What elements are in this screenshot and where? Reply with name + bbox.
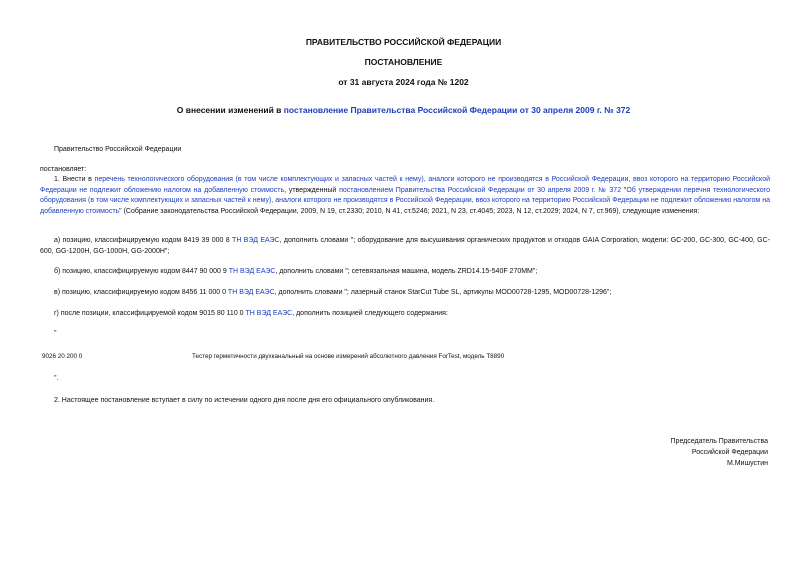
item-b-start: б) позицию, классифицируемую кодом 8447 90 000 9 [54, 268, 229, 275]
government-title: ПРАВИТЕЛЬСТВО РОССИЙСКОЙ ФЕДЕРАЦИИ [305, 37, 502, 47]
item-b [54, 267, 537, 278]
p1-mid1: , утвержденный [284, 186, 340, 194]
item-v-end: , дополнить словами "; лазерный станок StarCut Tube SL, артикулы MOD00728-1295, MOD00728-1296"; [274, 289, 612, 296]
quote-close: ". [54, 375, 59, 382]
tnved-link-v[interactable]: ТН ВЭД ЕАЭС [227, 289, 275, 296]
p1-end: " (Собрание законодательства Российской Федерации, 2009, N 19, ст.2330; 2010, N 41, ст.5246; 2021, N 23, ст.4045; 2023, N 12, ст.2029; 2024, N 7, ст.969), следующие изменения: [119, 207, 700, 215]
document-date-number: от 31 августа 2024 года № 1202 [338, 77, 469, 87]
document-subject [0, 105, 807, 115]
signature-name: М.Мишустин [726, 460, 768, 467]
item-a-end: , дополнить словами "; оборудование для высушивания органических продуктов и отходов GAIA Corporation, модели: GC-200, GC-300, GC-400, GC-600, GG-1200H, GG-1000H, GG-2000H"; [40, 237, 771, 255]
item-b-end: , дополнить словами "; сетевязальная машина, модель ZRD14.15-540F 270MM"; [275, 268, 538, 275]
item-g-end: , дополнить позицией следующего содержания: [292, 310, 448, 317]
issuer-text: Правительство Российской Федерации [54, 146, 182, 153]
decree-372-link[interactable]: постановлением Правительства Российской Федерации от 30 апреля 2009 г. № 372 [339, 186, 622, 194]
document-type: ПОСТАНОВЛЕНИЕ [364, 57, 443, 67]
subject-prefix: О внесении изменений в [176, 105, 284, 115]
paragraph-2: 2. Настоящее постановление вступает в силу по истечении одного дня после дня его официального опубликования. [54, 397, 435, 404]
decree-title-link[interactable]: Об утверждении перечня технологического оборудования (в том числе комплектующих и запасных частей к нему), аналоги которого не производятся в Российской Федерации, ввоз которого на территорию Российской Федерации не подлежит обложению налогом на добавленную стоимость [40, 186, 770, 215]
item-a [40, 236, 770, 257]
tnved-link-a[interactable]: ТН ВЭД ЕАЭС [232, 237, 280, 244]
item-g-start: г) после позиции, классифицируемой кодом 9015 80 110 0 [54, 310, 246, 317]
signature-title-line2: Российской Федерации [691, 449, 768, 456]
p1-mid2: " [621, 186, 627, 194]
item-g [54, 309, 448, 320]
item-a-start: а) позицию, классифицируемую кодом 8419 39 000 8 [54, 237, 233, 244]
subject-link[interactable]: постановление Правительства Российской Федерации от 30 апреля 2009 г. № 372 [283, 105, 631, 115]
decrees-text: постановляет: [40, 166, 87, 173]
item-v-start: в) позицию, классифицируемую кодом 8456 11 000 0 [54, 289, 228, 296]
equipment-list-link[interactable]: перечень технологического оборудования (в том числе комплектующих и запасных частей к нему), аналоги которого не производятся в Российской Федерации, ввоз которого на территорию Российской Федерации не подлежит обложению налогом на добавленную стоимость [40, 176, 771, 194]
quote-open: " [54, 330, 57, 337]
signature-title-line1: Председатель Правительства [670, 438, 768, 445]
table-code-cell: 9026 20 200 0 [42, 353, 83, 360]
item-v [54, 288, 611, 299]
p1-start: 1. Внести в [54, 176, 95, 183]
tnved-link-b[interactable]: ТН ВЭД ЕАЭС [228, 268, 276, 275]
tnved-link-g[interactable]: ТН ВЭД ЕАЭС [245, 310, 293, 317]
paragraph-1 [40, 175, 770, 217]
table-description-cell: Тестер герметичности двухканальный на основе измерений абсолютного давления ForTest, модель T8890 [192, 353, 505, 360]
